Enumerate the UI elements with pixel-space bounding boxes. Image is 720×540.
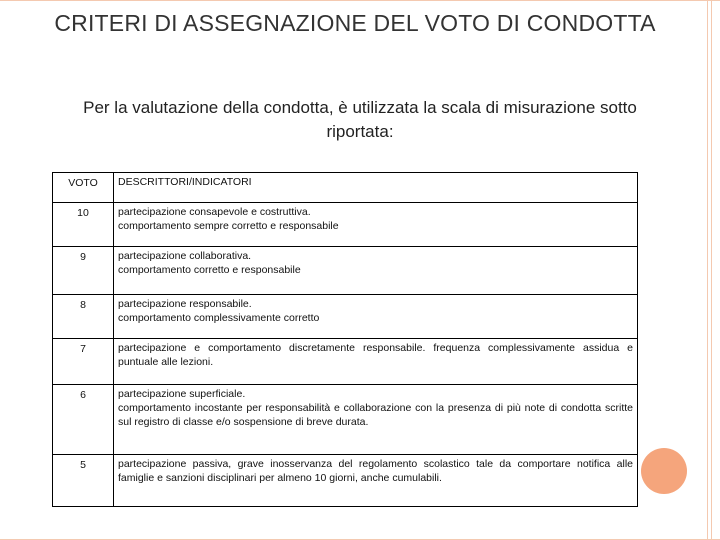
vote-cell: 9 — [53, 247, 114, 295]
decorative-circle — [641, 448, 687, 494]
slide-title: CRITERI DI ASSEGNAZIONE DEL VOTO DI CONDOTTA — [54, 10, 656, 36]
descriptor-cell — [114, 295, 638, 339]
table-row — [53, 339, 638, 385]
vote-cell: 7 — [53, 339, 114, 385]
vote-cell: 6 — [53, 385, 114, 455]
descriptor-cell — [114, 247, 638, 295]
decorative-border-line — [711, 0, 712, 540]
table-row — [53, 295, 638, 339]
descriptor-line: partecipazione superficiale. — [118, 388, 246, 400]
descriptor-line: comportamento incostante per responsabilità e collaborazione con la presenza di più note di condotta scritte sul registro di classe e/o sospensione di breve durata. — [118, 402, 633, 428]
vote-cell: 5 — [53, 455, 114, 507]
table-row — [53, 247, 638, 295]
descriptor-line: comportamento sempre corretto e responsabile — [118, 220, 339, 232]
header-descriptors: DESCRITTORI/INDICATORI — [114, 173, 638, 203]
descriptor-line: partecipazione responsabile. — [118, 298, 252, 310]
table-row — [53, 385, 638, 455]
descriptor-line: partecipazione consapevole e costruttiva. — [118, 206, 311, 218]
table-header-row — [53, 173, 638, 203]
vote-cell: 8 — [53, 295, 114, 339]
descriptor-line: partecipazione passiva, grave inosservanza del regolamento scolastico tale da comportare notifica alle famiglie e sanzioni disciplinari per almeno 10 giorni, anche cumulabili. — [118, 458, 633, 484]
descriptor-cell — [114, 455, 638, 507]
descriptor-line: partecipazione collaborativa. — [118, 250, 252, 262]
descriptor-line: partecipazione e comportamento discretamente responsabile. frequenza complessivamente assidua e puntuale alle lezioni. — [118, 342, 633, 368]
decorative-border-line — [707, 0, 708, 540]
criteria-table — [52, 172, 638, 507]
table-row — [53, 203, 638, 247]
descriptor-cell — [114, 203, 638, 247]
descriptor-cell — [114, 385, 638, 455]
slide-subtitle: Per la valutazione della condotta, è utilizzata la scala di misurazione sotto riportata: — [83, 98, 637, 141]
header-vote: VOTO — [53, 173, 114, 203]
decorative-border-line — [0, 0, 720, 1]
descriptor-line: comportamento complessivamente corretto — [118, 312, 320, 324]
vote-cell: 10 — [53, 203, 114, 247]
descriptor-cell — [114, 339, 638, 385]
table-row — [53, 455, 638, 507]
descriptor-line: comportamento corretto e responsabile — [118, 264, 301, 276]
